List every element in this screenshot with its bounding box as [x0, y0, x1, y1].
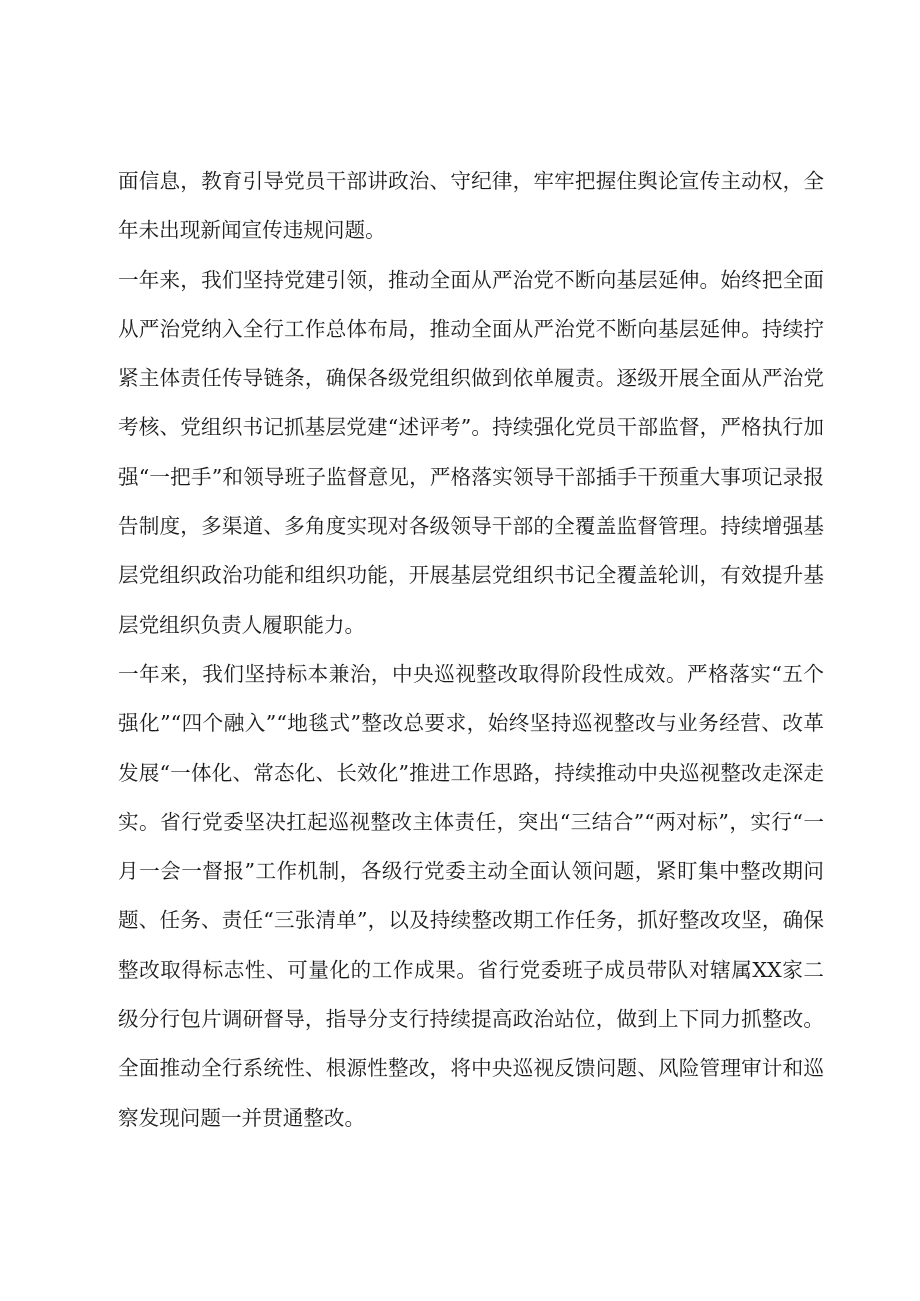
paragraph-inspection-rectification: 一年来，我们坚持标本兼治，中央巡视整改取得阶段性成效。严格落实“五个强化”“四个融入”“地毯式”整改总要求，始终坚持巡视整改与业务经营、改革发展“一体化、常态化、长效化”推进工作思路，持续推动中央巡视整改走深走实。省行党委坚决扛起巡视整改主体责任，突出“三结合”“两对标”，实行“一月一会一督报”工作机制，各级行党委主动全面认领问题，紧盯集中整改期问题、任务、责任“三张清单”，以及持续整改期工作任务，抓好整改攻坚，确保整改取得标志性、可量化的工作成果。省行党委班子成员带队对辖属XX家二级分行包片调研督导，指导分支行持续提高政治站位，做到上下同力抓整改。全面推动全行系统性、根源性整改，将中央巡视反馈问题、风险管理审计和巡察发现问题一并贯通整改。: [118, 661, 824, 1130]
document-body: [118, 157, 824, 1143]
paragraph-party-building: 一年来，我们坚持党建引领，推动全面从严治党不断向基层延伸。始终把全面从严治党纳入全行工作总体布局，推动全面从严治党不断向基层延伸。持续拧紧主体责任传导链条，确保各级党组织做到依单履责。逐级开展全面从严治党考核、党组织书记抓基层党建“述评考”。持续强化党员干部监督，严格执行加强“一把手”和领导班子监督意见，严格落实领导干部插手干预重大事项记录报告制度，多渠道、多角度实现对各级领导干部的全覆盖监督管理。持续增强基层党组织政治功能和组织功能，开展基层党组织书记全覆盖轮训，有效提升基层党组织负责人履职能力。: [118, 267, 824, 637]
paragraph-news-publicity: 面信息，教育引导党员干部讲政治、守纪律，牢牢把握住舆论宣传主动权，全年未出现新闻宣传违规问题。: [118, 169, 824, 243]
